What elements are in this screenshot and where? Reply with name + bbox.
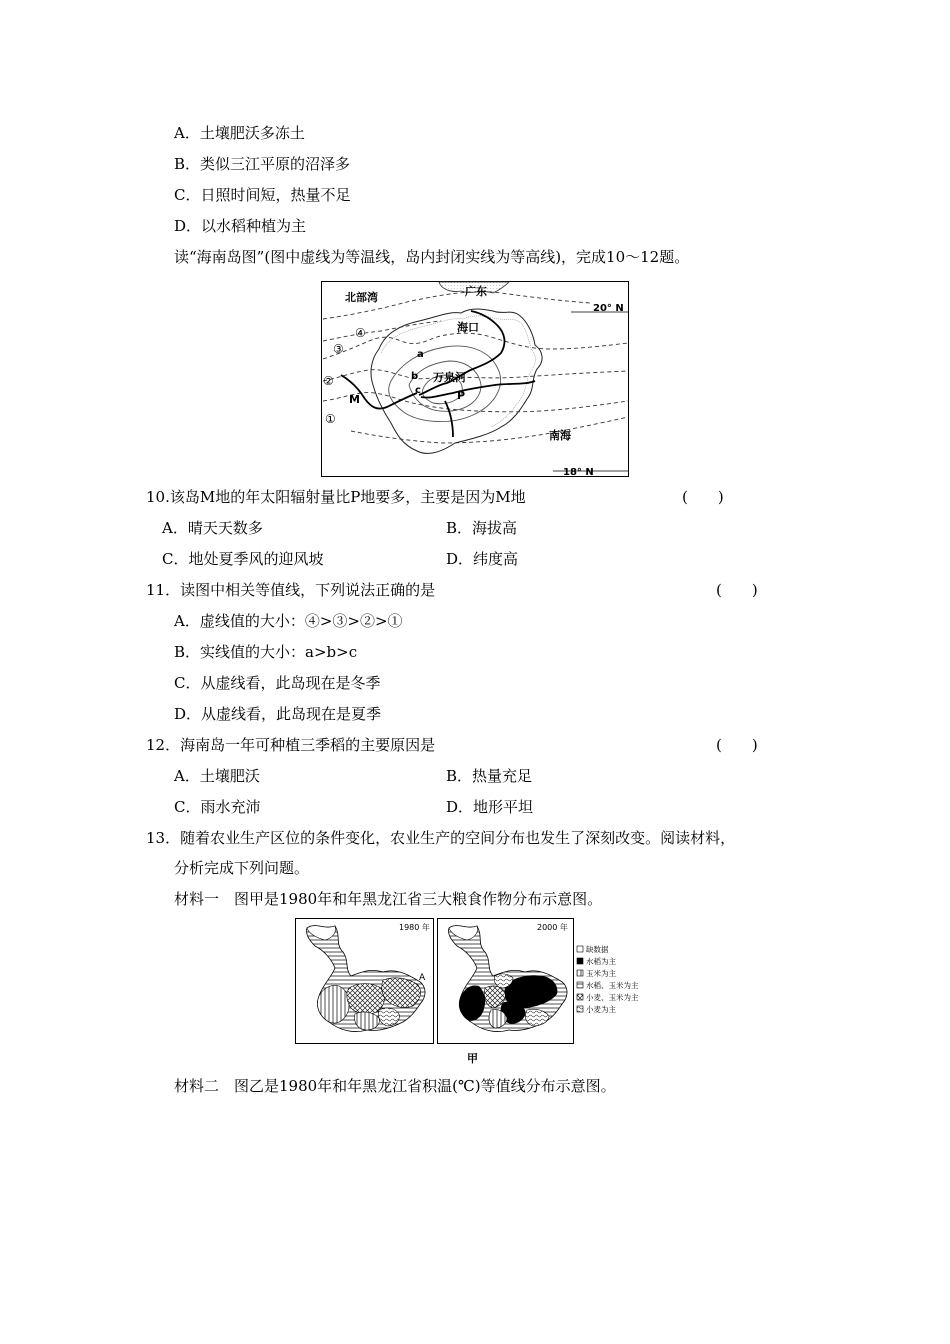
label-p: P [457, 389, 466, 402]
q11-option-d: D．从虚线看，此岛现在是夏季 [174, 705, 382, 723]
heilongjiang-crop-map [295, 918, 657, 1066]
year-2000-label: 2000 年 [537, 923, 568, 932]
legend-swatch-rice-corn [577, 982, 583, 988]
figure-caption-jia: 甲 [467, 1052, 478, 1065]
legend-label-corn: 玉米为主 [586, 969, 616, 978]
q12-answer-paren: ( ) [716, 736, 758, 754]
legend-swatch-wheat-corn [577, 994, 583, 1000]
q12-option-a: A．土壤肥沃 [174, 767, 260, 785]
q10-stem: 10.该岛M地的年太阳辐射量比P地要多，主要是因为M地 [146, 488, 526, 506]
label-m: M [349, 393, 360, 406]
label-isotherm-1: ① [325, 412, 336, 426]
q12-option-d: D．地形平坦 [446, 798, 534, 816]
legend-label-wheat-corn: 小麦、玉米为主 [586, 993, 639, 1002]
q9-option-d: D．以水稻种植为主 [174, 217, 307, 235]
label-c: c [415, 385, 421, 396]
crop-legend [577, 944, 639, 1014]
label-haikou: 海口 [457, 321, 479, 334]
q10-option-d: D．纬度高 [446, 550, 519, 568]
label-beibuwan: 北部湾 [345, 291, 378, 304]
q11-stem: 11．读图中相关等值线，下列说法正确的是 [146, 581, 436, 599]
legend-label-rice: 水稻为主 [586, 957, 616, 966]
label-a: a [417, 349, 424, 360]
label-nanhai: 南海 [549, 429, 571, 442]
label-isotherm-2: ② [323, 374, 334, 388]
label-lat20: 20° N [593, 303, 624, 314]
legend-swatch-no-data [577, 946, 583, 952]
q11-answer-paren: ( ) [716, 581, 758, 599]
legend-label-rice-corn: 水稻、玉米为主 [586, 981, 639, 990]
hainan-island-map [321, 281, 629, 477]
q12-stem: 12．海南岛一年可种植三季稻的主要原因是 [146, 736, 436, 754]
q9-option-c: C．日照时间短，热量不足 [174, 186, 351, 204]
q13-material-1: 材料一 图甲是1980年和年黑龙江省三大粮食作物分布示意图。 [174, 890, 603, 908]
legend-label-no-data: 缺数据 [586, 945, 609, 954]
marker-a: A [419, 973, 426, 983]
label-isotherm-4: ④ [355, 326, 366, 340]
legend-label-wheat: 小麦为主 [586, 1005, 616, 1014]
label-guangdong: 广东 [465, 285, 487, 298]
label-isotherm-3: ③ [333, 342, 344, 356]
year-1980-label: 1980 年 [399, 923, 430, 932]
q13-line-1: 13．随着农业生产区位的条件变化，农业生产的空间分布也发生了深刻改变。阅读材料， [146, 829, 736, 847]
label-wanquanhe: 万泉河 [433, 371, 466, 384]
legend-swatch-wheat [577, 1006, 583, 1012]
q12-option-b: B．热量充足 [446, 767, 533, 785]
q10-option-c: C．地处夏季风的迎风坡 [162, 550, 324, 568]
q13-line-2: 分析完成下列问题。 [174, 859, 310, 877]
legend-swatch-rice [577, 958, 583, 964]
q10-option-b: B．海拔高 [446, 519, 518, 537]
intro-10-12: 读“海南岛图”(图中虚线为等温线，岛内封闭实线为等高线)，完成10～12题。 [174, 248, 690, 266]
q13-material-2: 材料二 图乙是1980年和年黑龙江省积温(℃)等值线分布示意图。 [174, 1077, 616, 1095]
q11-option-a: A．虚线值的大小：④>③>②>① [174, 612, 403, 630]
q11-option-c: C．从虚线看，此岛现在是冬季 [174, 674, 381, 692]
label-lat18: 18° N [563, 467, 594, 477]
legend-swatch-corn [577, 970, 583, 976]
q9-option-a: A．土壤肥沃多冻土 [174, 124, 305, 142]
label-b: b [411, 371, 419, 382]
q10-option-a: A．晴天天数多 [162, 519, 263, 537]
q10-answer-paren: ( ) [682, 488, 724, 506]
q11-option-b: B．实线值的大小：a>b>c [174, 643, 358, 661]
q9-option-b: B．类似三江平原的沼泽多 [174, 155, 351, 173]
q12-option-c: C．雨水充沛 [174, 798, 261, 816]
